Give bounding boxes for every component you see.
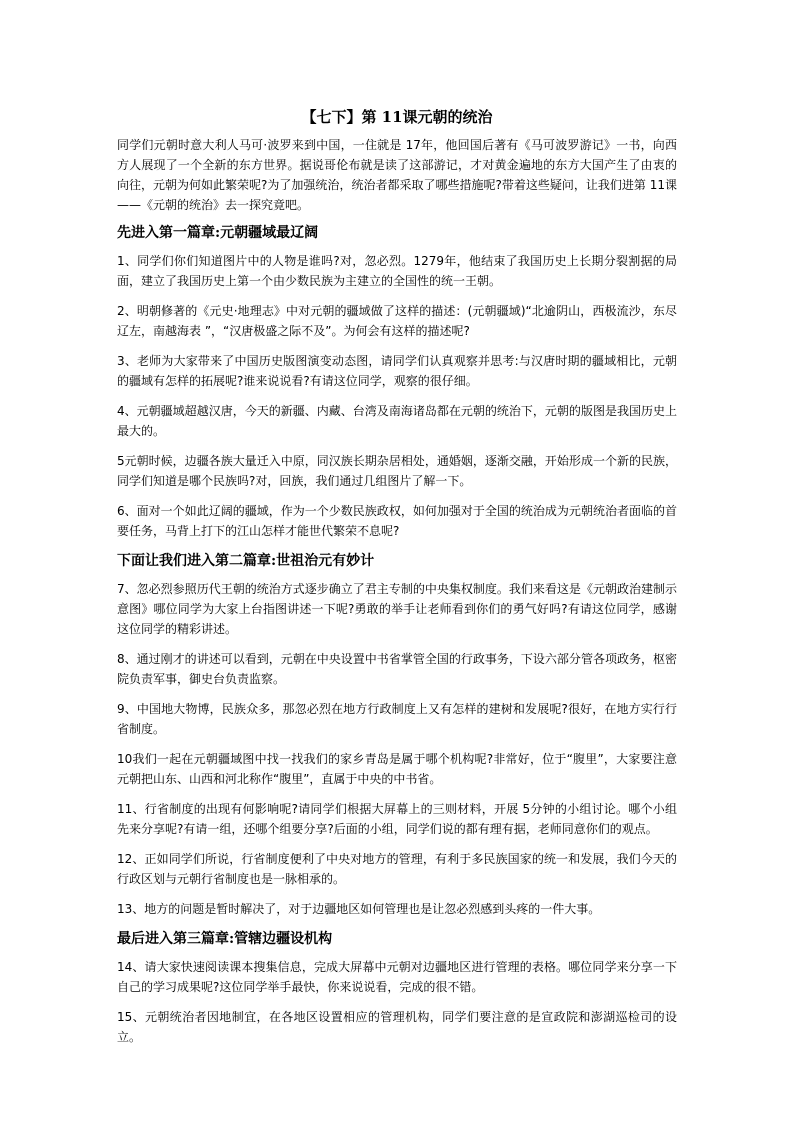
- paragraph: 6、面对一个如此辽阔的疆域，作为一个少数民族政权，如何加强对于全国的统治成为元朝统治者面临的首要任务，马背上打下的江山怎样才能世代繁荣不息呢?: [117, 504, 677, 538]
- intro-paragraph: 同学们元朝时意大利人马可·波罗来到中国，一住就是 17年，他回国后著有《马可波罗游记》一书，向西方人展现了一个全新的东方世界。据说哥伦布就是读了这部游记，才对黄金遍地的东方大国产生了由衷的向往，元朝为何如此繁荣呢?为了加强统治，统治者都采取了哪些措施呢?带着这些疑问，让我们进第 11课——《元朝的统治》去一探究竟吧。: [117, 138, 677, 212]
- paragraph: 4、元朝疆域超越汉唐，今天的新疆、内藏、台湾及南海诸岛都在元朝的统治下，元朝的版图是我国历史上最大的。: [117, 404, 677, 438]
- paragraph: 3、老师为大家带来了中国历史版图演变动态图，请同学们认真观察并思考:与汉唐时期的疆域相比，元朝的疆域有怎样的拓展呢?谁来说说看?有请这位同学，观察的很仔细。: [117, 354, 677, 388]
- section-2: [117, 551, 677, 919]
- section-3: [117, 929, 677, 1047]
- document-title: 【七下】第 11课元朝的统治: [301, 108, 493, 126]
- paragraph: 1、同学们你们知道图片中的人物是谁吗?对，忽必烈。1279年，他结束了我国历史上长期分裂割据的局面，建立了我国历史上第一个由少数民族为主建立的全国性的统一王朝。: [117, 254, 677, 288]
- paragraph: 5元朝时候，边疆各族大量迁入中原，同汉族长期杂居相处，通婚姻，逐渐交融，开始形成一个新的民族，同学们知道是哪个民族吗?对，回族，我们通过几组图片了解一下。: [117, 454, 677, 488]
- paragraph: 8、通过刚才的讲述可以看到，元朝在中央设置中书省掌管全国的行政事务，下设六部分管各项政务，枢密院负责军事，御史台负责监察。: [117, 652, 677, 686]
- section-2-heading: 下面让我们进入第二篇章:世祖治元有妙计: [117, 553, 375, 569]
- paragraph: 7、忽必烈参照历代王朝的统治方式逐步确立了君主专制的中央集权制度。我们来看这是《元朝政治建制示意图》哪位同学为大家上台指图讲述一下呢?勇敢的举手让老师看到你们的勇气好吗?有请这位同学，感谢这位同学的精彩讲述。: [117, 582, 677, 636]
- paragraph: 14、请大家快速阅读课本搜集信息，完成大屏幕中元朝对边疆地区进行管理的表格。哪位同学来分享一下自己的学习成果呢?这位同学举手最快，你来说说看，完成的很不错。: [117, 960, 677, 994]
- paragraph: 9、中国地大物博，民族众多，那忽必烈在地方行政制度上又有怎样的建树和发展呢?很好，在地方实行行省制度。: [117, 702, 677, 736]
- section-1-heading: 先进入第一篇章:元朝疆域最辽阔: [117, 225, 319, 241]
- section-1: [117, 223, 677, 541]
- paragraph: 15、元朝统治者因地制宜，在各地区设置相应的管理机构，同学们要注意的是宣政院和澎湖巡检司的设立。: [117, 1010, 677, 1044]
- section-3-heading: 最后进入第三篇章:管辖边疆设机构: [117, 931, 333, 947]
- paragraph: 2、明朝修著的《元史·地理志》中对元朝的疆域做了这样的描述：(元朝疆域)“北逾阴山，西极流沙，东尽辽左，南越海表 ”，“汉唐极盛之际不及”。为何会有这样的描述呢?: [117, 304, 677, 338]
- document-page: [117, 108, 677, 1057]
- paragraph: 13、地方的问题是暂时解决了，对于边疆地区如何管理也是让忽必烈感到头疼的一件大事。: [117, 902, 601, 916]
- paragraph: 11、行省制度的出现有何影响呢?请同学们根据大屏幕上的三则材料，开展 5分钟的小组讨论。哪个小组先来分享呢?有请一组，还哪个组要分享?后面的小组，同学们说的都有理有据，老师同意你们的观点。: [117, 802, 677, 836]
- paragraph: 10我们一起在元朝疆域图中找一找我们的家乡青岛是属于哪个机构呢?非常好，位于“腹里”，大家要注意元朝把山东、山西和河北称作“腹里”，直属于中央的中书省。: [117, 752, 677, 786]
- paragraph: 12、正如同学们所说，行省制度便利了中央对地方的管理，有利于多民族国家的统一和发展，我们今天的行政区划与元朝行省制度也是一脉相承的。: [117, 852, 677, 886]
